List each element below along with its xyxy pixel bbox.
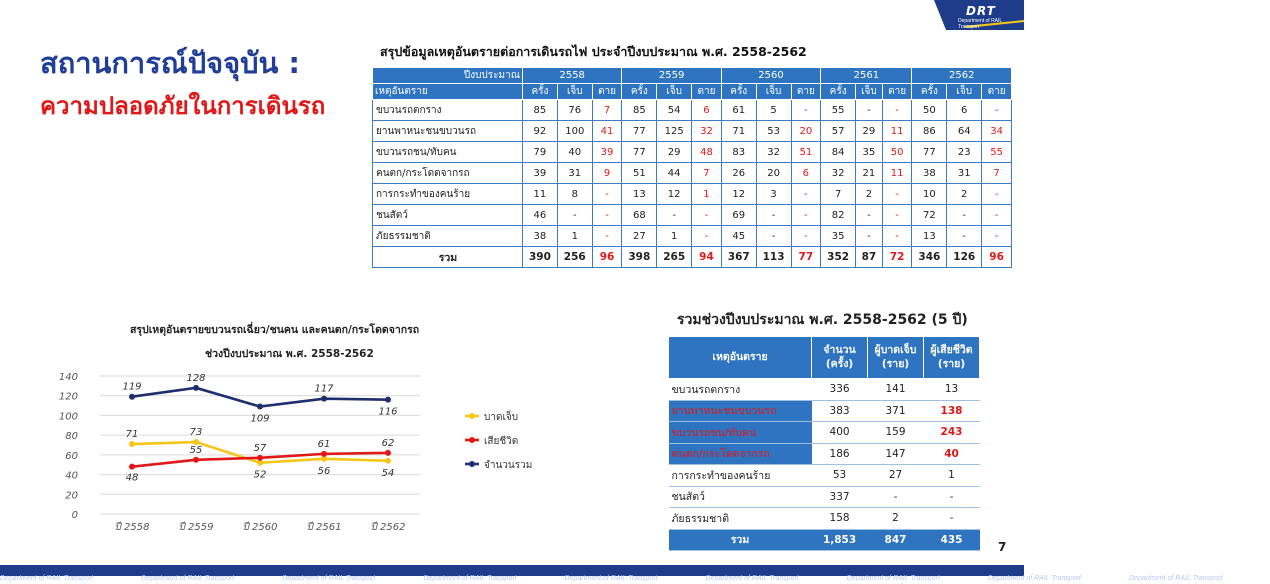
- summary-row: [669, 400, 980, 422]
- table-cell: 31: [947, 163, 982, 184]
- table-cell: -: [791, 184, 821, 205]
- table-cell: 85: [523, 100, 558, 121]
- table-cell: 86: [912, 121, 947, 142]
- header-sub: เจ็บ: [856, 84, 883, 100]
- data-point: [257, 404, 263, 410]
- summary-label: ยานพาหนะชนขบวนรถ: [669, 400, 812, 422]
- summary-header-row: [669, 337, 980, 379]
- table-cell: 72: [912, 205, 947, 226]
- header-year: 2562: [912, 68, 1012, 84]
- data-label: 56: [317, 465, 331, 477]
- table-cell: -: [882, 184, 912, 205]
- table-cell: 77: [622, 142, 657, 163]
- legend-marker: [469, 461, 475, 467]
- data-label: 54: [381, 467, 395, 479]
- table-row: [373, 226, 1012, 247]
- data-label: 48: [125, 472, 139, 484]
- x-tick-label: ปี 2560: [242, 522, 278, 533]
- summary-injured: 141: [868, 379, 924, 401]
- table-cell: 352: [821, 247, 856, 268]
- row-label: คนตก/กระโดดจากรถ: [373, 163, 523, 184]
- summary-dead: 13: [924, 379, 980, 401]
- table-cell: -: [657, 205, 692, 226]
- table-cell: 13: [912, 226, 947, 247]
- summary-count: 336: [812, 379, 868, 401]
- y-tick-label: 40: [65, 470, 78, 482]
- summary-header: ผู้บาดเจ็บ (ราย): [868, 337, 924, 379]
- footer-text: Department of RAIL Transport: [1129, 575, 1223, 582]
- summary-dead: 243: [924, 422, 980, 444]
- table-row: [373, 142, 1012, 163]
- header-sub: ครั้ง: [721, 84, 756, 100]
- table-cell: 51: [622, 163, 657, 184]
- x-tick-label: ปี 2559: [178, 522, 214, 533]
- data-point: [129, 441, 135, 447]
- table-cell: -: [982, 226, 1012, 247]
- footer-text: Department of RAIL Transport: [846, 575, 940, 582]
- summary-injured: 27: [868, 465, 924, 487]
- table-cell: -: [982, 100, 1012, 121]
- table-cell: 11: [523, 184, 558, 205]
- data-label: 117: [314, 383, 334, 395]
- table-cell: -: [856, 226, 883, 247]
- table-cell: 26: [721, 163, 756, 184]
- chart-title: สรุปเหตุอันตรายขบวนรถเฉี่ยว/ชนคน และคนตก/กระโดดจากรถ: [130, 324, 420, 336]
- summary-table-caption: รวมช่วงปีงบประมาณ พ.ศ. 2558-2562 (5 ปี): [677, 312, 968, 328]
- summary-header: จำนวน (ครั้ง): [812, 337, 868, 379]
- table-cell: -: [592, 205, 622, 226]
- table-cell: 85: [622, 100, 657, 121]
- row-label: รวม: [373, 247, 523, 268]
- legend-label: เสียชีวิต: [484, 436, 519, 447]
- page-number: 7: [998, 540, 1007, 554]
- table-cell: 38: [912, 163, 947, 184]
- header-row-sub: [373, 84, 1012, 100]
- summary-dead: 138: [924, 400, 980, 422]
- summary-injured: -: [868, 486, 924, 508]
- table-cell: 77: [622, 121, 657, 142]
- table-cell: 13: [622, 184, 657, 205]
- table-cell: 3: [756, 184, 791, 205]
- table-cell: -: [982, 205, 1012, 226]
- y-tick-label: 60: [65, 450, 78, 462]
- table-cell: 126: [947, 247, 982, 268]
- summary-dead: -: [924, 508, 980, 530]
- x-tick-label: ปี 2561: [306, 522, 342, 533]
- summary-label: ขบวนรถตกราง: [669, 379, 812, 401]
- data-point: [193, 385, 199, 391]
- table-cell: 55: [821, 100, 856, 121]
- table-cell: 55: [982, 142, 1012, 163]
- table-cell: 64: [947, 121, 982, 142]
- table-cell: 79: [523, 142, 558, 163]
- summary-label: ขบวนรถชน/ทับคน: [669, 422, 812, 444]
- summary-total-count: 1,853: [812, 529, 868, 551]
- data-point: [193, 457, 199, 463]
- table-cell: 82: [821, 205, 856, 226]
- header-sub: ตาย: [791, 84, 821, 100]
- table-cell: 71: [721, 121, 756, 142]
- data-point: [385, 458, 391, 464]
- summary-row: [669, 508, 980, 530]
- table-cell: 69: [721, 205, 756, 226]
- header-sub: เจ็บ: [756, 84, 791, 100]
- table-cell: 398: [622, 247, 657, 268]
- summary-dead: 40: [924, 443, 980, 465]
- summary-total-row: [669, 529, 980, 551]
- table-cell: 53: [756, 121, 791, 142]
- header-sub: ตาย: [592, 84, 622, 100]
- table-cell: 7: [982, 163, 1012, 184]
- table-cell: 20: [756, 163, 791, 184]
- logo-brand: DRT: [966, 4, 996, 18]
- table-cell: 12: [721, 184, 756, 205]
- table-cell: 57: [821, 121, 856, 142]
- table-cell: 50: [912, 100, 947, 121]
- table-cell: 31: [557, 163, 592, 184]
- header-corner-bottom: เหตุอันตราย: [373, 84, 523, 100]
- table-cell: 1: [657, 226, 692, 247]
- data-label: 55: [189, 444, 203, 456]
- table-cell: 29: [657, 142, 692, 163]
- table-cell: 8: [557, 184, 592, 205]
- x-tick-label: ปี 2558: [114, 522, 150, 533]
- table-cell: 35: [821, 226, 856, 247]
- table-cell: 7: [821, 184, 856, 205]
- table-cell: -: [882, 100, 912, 121]
- row-label: ยานพาหนะชนขบวนรถ: [373, 121, 523, 142]
- row-label: ขบวนรถตกราง: [373, 100, 523, 121]
- table-cell: 256: [557, 247, 592, 268]
- data-point: [385, 397, 391, 403]
- data-label: 61: [317, 438, 331, 450]
- header-year: 2561: [821, 68, 912, 84]
- table-cell: 96: [592, 247, 622, 268]
- table-cell: 23: [947, 142, 982, 163]
- table-cell: 77: [791, 247, 821, 268]
- table-cell: 10: [912, 184, 947, 205]
- data-point: [129, 464, 135, 470]
- table-cell: 38: [523, 226, 558, 247]
- table-cell: -: [947, 226, 982, 247]
- y-tick-label: 120: [58, 391, 78, 403]
- data-point: [321, 396, 327, 402]
- summary-row: [669, 422, 980, 444]
- header-sub: เจ็บ: [657, 84, 692, 100]
- summary-total-label: รวม: [669, 529, 812, 551]
- table-cell: 5: [756, 100, 791, 121]
- header-sub: ตาย: [692, 84, 722, 100]
- header-sub: ตาย: [982, 84, 1012, 100]
- table-cell: 6: [791, 163, 821, 184]
- table-cell: -: [557, 205, 592, 226]
- table-cell: -: [882, 226, 912, 247]
- row-label: ชนสัตว์: [373, 205, 523, 226]
- table-cell: 50: [882, 142, 912, 163]
- footer-text: Department of RAIL Transport: [987, 575, 1081, 582]
- yearly-table: [372, 67, 1012, 268]
- summary-total-injured: 847: [868, 529, 924, 551]
- table-cell: 77: [912, 142, 947, 163]
- y-tick-label: 20: [65, 490, 78, 502]
- table-cell: -: [692, 226, 722, 247]
- table-cell: -: [791, 100, 821, 121]
- table-cell: -: [982, 184, 1012, 205]
- y-tick-label: 0: [71, 510, 78, 521]
- summary-table: [668, 336, 980, 551]
- table-cell: 346: [912, 247, 947, 268]
- summary-count: 400: [812, 422, 868, 444]
- table-cell: 76: [557, 100, 592, 121]
- table-cell: 61: [721, 100, 756, 121]
- total-row: [373, 247, 1012, 268]
- header-corner-top: ปีงบประมาณ: [373, 68, 523, 84]
- table-cell: 32: [692, 121, 722, 142]
- logo-subtitle: Department of RAIL Transport: [958, 18, 1003, 30]
- header-sub: ครั้ง: [821, 84, 856, 100]
- table-cell: 6: [947, 100, 982, 121]
- summary-injured: 371: [868, 400, 924, 422]
- summary-count: 158: [812, 508, 868, 530]
- table-cell: 367: [721, 247, 756, 268]
- data-label: 71: [125, 429, 139, 441]
- table-cell: 84: [821, 142, 856, 163]
- summary-injured: 147: [868, 443, 924, 465]
- table-cell: -: [791, 205, 821, 226]
- table-cell: -: [592, 226, 622, 247]
- table-cell: 20: [791, 121, 821, 142]
- data-label: 109: [250, 413, 270, 425]
- page-subtitle: ความปลอดภัยในการเดินรถ: [40, 92, 326, 120]
- header-year: 2558: [523, 68, 622, 84]
- table-cell: 46: [523, 205, 558, 226]
- summary-row: [669, 486, 980, 508]
- summary-header: ผู้เสียชีวิต (ราย): [924, 337, 980, 379]
- table-cell: 11: [882, 163, 912, 184]
- data-label: 119: [122, 381, 142, 393]
- y-tick-label: 140: [58, 372, 78, 383]
- summary-label: ภัยธรรมชาติ: [669, 508, 812, 530]
- footer-text: Department of RAIL Transport: [141, 575, 235, 582]
- table-cell: 40: [557, 142, 592, 163]
- summary-dead: -: [924, 486, 980, 508]
- page-title: สถานการณ์ปัจจุบัน :: [40, 46, 301, 80]
- table-cell: 29: [856, 121, 883, 142]
- footer-text: Department of RAIL Transport: [705, 575, 799, 582]
- table-cell: 94: [692, 247, 722, 268]
- summary-count: 186: [812, 443, 868, 465]
- table-cell: 51: [791, 142, 821, 163]
- table-cell: 39: [592, 142, 622, 163]
- footer-banner: [0, 565, 1223, 582]
- table-cell: -: [791, 226, 821, 247]
- table-cell: 27: [622, 226, 657, 247]
- footer-text: Department of RAIL Transport: [423, 575, 517, 582]
- table-cell: 265: [657, 247, 692, 268]
- footer-text: Department of RAIL Transport: [564, 575, 658, 582]
- table-cell: 2: [947, 184, 982, 205]
- table-cell: 32: [821, 163, 856, 184]
- table-cell: 68: [622, 205, 657, 226]
- table-cell: -: [856, 100, 883, 121]
- table-cell: 7: [592, 100, 622, 121]
- header-sub: ครั้ง: [912, 84, 947, 100]
- table-row: [373, 184, 1012, 205]
- table-row: [373, 100, 1012, 121]
- data-point: [385, 450, 391, 456]
- table-cell: 11: [882, 121, 912, 142]
- legend-marker: [469, 437, 475, 443]
- data-label: 52: [253, 469, 267, 481]
- table-cell: 72: [882, 247, 912, 268]
- table-cell: -: [882, 205, 912, 226]
- table-cell: 39: [523, 163, 558, 184]
- table-cell: 113: [756, 247, 791, 268]
- data-label: 128: [186, 372, 206, 384]
- summary-count: 337: [812, 486, 868, 508]
- footer-text: Department of RAIL Transport: [282, 575, 376, 582]
- table-cell: 100: [557, 121, 592, 142]
- summary-dead: 1: [924, 465, 980, 487]
- legend-label: จำนวนรวม: [484, 460, 533, 471]
- table-cell: 21: [856, 163, 883, 184]
- summary-label: คนตก/กระโดดจากรถ: [669, 443, 812, 465]
- data-point: [321, 451, 327, 457]
- table-cell: -: [856, 205, 883, 226]
- table-cell: 48: [692, 142, 722, 163]
- table-cell: 35: [856, 142, 883, 163]
- line-chart: [55, 368, 535, 548]
- table-cell: -: [947, 205, 982, 226]
- summary-row: [669, 443, 980, 465]
- y-tick-label: 100: [58, 411, 78, 423]
- table-cell: 1: [557, 226, 592, 247]
- summary-total-dead: 435: [924, 529, 980, 551]
- table-cell: 83: [721, 142, 756, 163]
- header-sub: ตาย: [882, 84, 912, 100]
- table-row: [373, 205, 1012, 226]
- yearly-table-caption: สรุปข้อมูลเหตุอันตรายต่อการเดินรถไฟ ประจำปีงบประมาณ พ.ศ. 2558-2562: [380, 44, 807, 59]
- table-cell: -: [756, 226, 791, 247]
- data-label: 73: [189, 427, 203, 439]
- data-point: [257, 455, 263, 461]
- table-cell: 2: [856, 184, 883, 205]
- data-label: 57: [253, 442, 267, 454]
- data-point: [129, 394, 135, 400]
- table-cell: 390: [523, 247, 558, 268]
- y-tick-label: 80: [65, 431, 78, 443]
- summary-row: [669, 379, 980, 401]
- header-year: 2559: [622, 68, 721, 84]
- row-label: การกระทำของคนร้าย: [373, 184, 523, 205]
- row-label: ภัยธรรมชาติ: [373, 226, 523, 247]
- table-cell: -: [592, 184, 622, 205]
- table-cell: 92: [523, 121, 558, 142]
- table-cell: -: [692, 205, 722, 226]
- table-cell: 32: [756, 142, 791, 163]
- table-cell: 54: [657, 100, 692, 121]
- table-cell: 7: [692, 163, 722, 184]
- table-cell: 12: [657, 184, 692, 205]
- header-sub: ครั้ง: [622, 84, 657, 100]
- header-sub: เจ็บ: [557, 84, 592, 100]
- x-tick-label: ปี 2562: [370, 522, 406, 533]
- summary-label: ชนสัตว์: [669, 486, 812, 508]
- table-cell: 87: [856, 247, 883, 268]
- summary-count: 383: [812, 400, 868, 422]
- data-label: 62: [381, 437, 395, 449]
- table-cell: 9: [592, 163, 622, 184]
- table-cell: 45: [721, 226, 756, 247]
- table-cell: 41: [592, 121, 622, 142]
- table-cell: 1: [692, 184, 722, 205]
- data-label: 116: [378, 406, 398, 418]
- summary-injured: 2: [868, 508, 924, 530]
- summary-row: [669, 465, 980, 487]
- row-label: ขบวนรถชน/ทับคน: [373, 142, 523, 163]
- legend-marker: [469, 413, 475, 419]
- summary-label: การกระทำของคนร้าย: [669, 465, 812, 487]
- summary-count: 53: [812, 465, 868, 487]
- summary-injured: 159: [868, 422, 924, 444]
- header-sub: ครั้ง: [523, 84, 558, 100]
- header-year: 2560: [721, 68, 820, 84]
- table-cell: 44: [657, 163, 692, 184]
- footer-text: Department of RAIL Transport: [0, 575, 94, 582]
- header-sub: เจ็บ: [947, 84, 982, 100]
- table-cell: 34: [982, 121, 1012, 142]
- legend-label: บาดเจ็บ: [484, 412, 519, 423]
- summary-header: เหตุอันตราย: [669, 337, 812, 379]
- header-row-years: [373, 68, 1012, 84]
- table-cell: 125: [657, 121, 692, 142]
- table-row: [373, 163, 1012, 184]
- table-cell: -: [756, 205, 791, 226]
- chart-subtitle: ช่วงปีงบประมาณ พ.ศ. 2558-2562: [205, 348, 374, 360]
- table-cell: 96: [982, 247, 1012, 268]
- table-cell: 6: [692, 100, 722, 121]
- table-row: [373, 121, 1012, 142]
